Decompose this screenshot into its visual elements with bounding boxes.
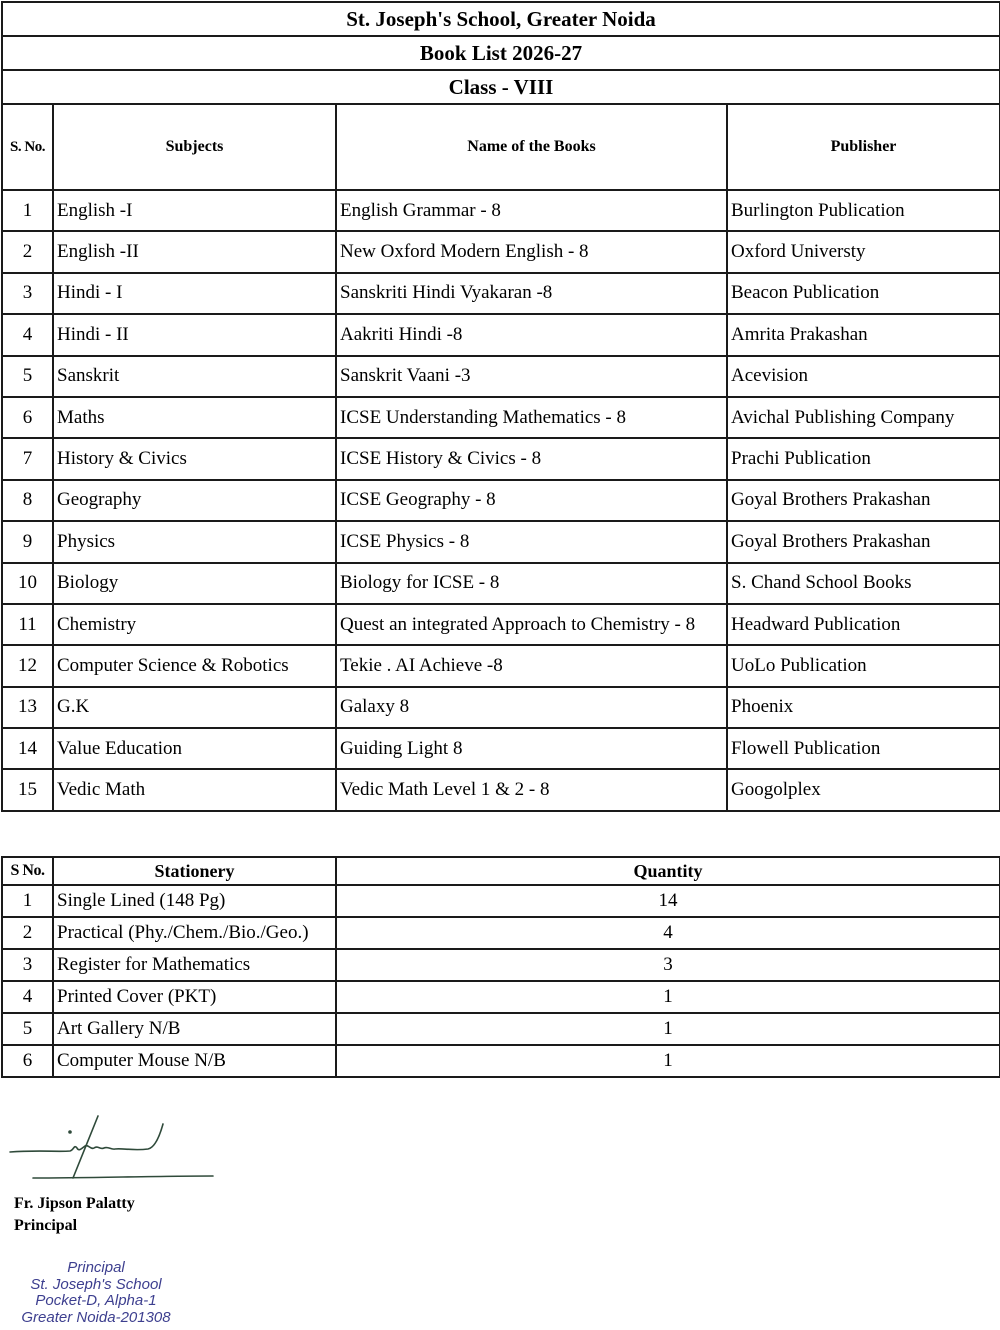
book-row [2,356,1000,397]
book-name: Tekie . AI Achieve -8 [336,645,727,686]
stationery-quantity: 1 [336,981,1000,1013]
book-name: Sanskrit Vaani -3 [336,356,727,397]
book-publisher: Oxford Universty [727,231,1000,272]
book-subject: English -II [53,231,336,272]
book-name: Guiding Light 8 [336,728,727,769]
stationery-item: Computer Mouse N/B [53,1045,336,1077]
book-publisher: Goyal Brothers Prakashan [727,480,1000,521]
book-subject: History & Civics [53,438,336,479]
book-table-header [2,104,1000,190]
stationery-row [2,981,1000,1013]
book-sno: 14 [2,728,53,769]
book-subject: Biology [53,563,336,604]
stationery-table-header [2,857,1000,885]
book-publisher: Beacon Publication [727,273,1000,314]
book-sno: 2 [2,231,53,272]
stamp-line: Pocket-D, Alpha-1 [35,1292,157,1309]
school-stamp [3,1260,189,1326]
book-subject: Hindi - II [53,314,336,355]
stationery-quantity: 4 [336,917,1000,949]
book-name: Galaxy 8 [336,687,727,728]
book-list-table [1,1,1000,812]
book-row [2,769,1000,810]
book-sno: 8 [2,480,53,521]
book-name: ICSE Geography - 8 [336,480,727,521]
book-row [2,397,1000,438]
stationery-table [1,856,1000,1078]
book-sno: 11 [2,604,53,645]
book-subject: G.K [53,687,336,728]
col-header-subjects: Subjects [53,104,336,190]
book-subject: Value Education [53,728,336,769]
book-subject: Computer Science & Robotics [53,645,336,686]
stationery-row [2,917,1000,949]
book-publisher: S. Chand School Books [727,563,1000,604]
book-sno: 10 [2,563,53,604]
book-name: ICSE History & Civics - 8 [336,438,727,479]
book-sno: 15 [2,769,53,810]
stamp-line: Greater Noida-201308 [21,1308,171,1326]
stationery-sno: 1 [2,885,53,917]
book-sno: 12 [2,645,53,686]
book-sno: 7 [2,438,53,479]
stationery-item: Printed Cover (PKT) [53,981,336,1013]
book-row [2,728,1000,769]
book-row [2,687,1000,728]
book-subject: Hindi - I [53,273,336,314]
book-name: Biology for ICSE - 8 [336,563,727,604]
stationery-item: Practical (Phy./Chem./Bio./Geo.) [53,917,336,949]
stationery-sno: 2 [2,917,53,949]
book-name: Sanskriti Hindi Vyakaran -8 [336,273,727,314]
col-header-stationery: Stationery [53,857,336,885]
book-publisher: Avichal Publishing Company [727,397,1000,438]
book-row [2,480,1000,521]
stamp-line: St. Joseph's School [30,1275,162,1293]
book-row [2,645,1000,686]
book-publisher: Flowell Publication [727,728,1000,769]
signatory-name: Fr. Jipson Palatty [14,1195,135,1212]
stationery-sno: 5 [2,1013,53,1045]
stamp-line: Principal [67,1259,125,1276]
stationery-row [2,1013,1000,1045]
class-row [2,70,1000,104]
signature-icon [8,1112,218,1182]
book-row [2,438,1000,479]
school-name: St. Joseph's School, Greater Noida [2,2,1000,36]
book-name: Aakriti Hindi -8 [336,314,727,355]
book-name: New Oxford Modern English - 8 [336,231,727,272]
book-publisher: Googolplex [727,769,1000,810]
book-name: Quest an integrated Approach to Chemistry - 8 [336,604,727,645]
book-publisher: Amrita Prakashan [727,314,1000,355]
book-subject: Sanskrit [53,356,336,397]
stationery-sno: 4 [2,981,53,1013]
book-subject: Physics [53,521,336,562]
book-row [2,273,1000,314]
book-row [2,190,1000,231]
signatory-designation: Principal [14,1217,78,1234]
book-sno: 6 [2,397,53,438]
stationery-rows [2,885,1000,1077]
book-sno: 1 [2,190,53,231]
book-row [2,563,1000,604]
signatory-block [14,1193,135,1237]
col-header-publisher: Publisher [727,104,1000,190]
book-sno: 5 [2,356,53,397]
stationery-row [2,885,1000,917]
school-name-row [2,2,1000,36]
stationery-sno: 6 [2,1045,53,1077]
book-list-title: Book List 2026-27 [2,36,1000,70]
book-subject: Vedic Math [53,769,336,810]
book-row [2,231,1000,272]
book-name: ICSE Physics - 8 [336,521,727,562]
book-subject: English -I [53,190,336,231]
book-publisher: Acevision [727,356,1000,397]
book-row [2,314,1000,355]
stationery-quantity: 14 [336,885,1000,917]
class-label: Class - VIII [2,70,1000,104]
book-publisher: Prachi Publication [727,438,1000,479]
book-publisher: Headward Publication [727,604,1000,645]
book-name: Vedic Math Level 1 & 2 - 8 [336,769,727,810]
col-header-sno: S. No. [2,104,53,190]
stationery-item: Art Gallery N/B [53,1013,336,1045]
stationery-item: Single Lined (148 Pg) [53,885,336,917]
stationery-sno: 3 [2,949,53,981]
book-name: ICSE Understanding Mathematics - 8 [336,397,727,438]
col-header-sno: S No. [2,857,53,885]
col-header-book-name: Name of the Books [336,104,727,190]
book-subject: Geography [53,480,336,521]
book-row [2,604,1000,645]
book-publisher: Phoenix [727,687,1000,728]
book-subject: Chemistry [53,604,336,645]
stationery-quantity: 1 [336,1045,1000,1077]
stationery-row [2,949,1000,981]
stationery-quantity: 1 [336,1013,1000,1045]
stationery-quantity: 3 [336,949,1000,981]
book-sno: 4 [2,314,53,355]
list-title-row [2,36,1000,70]
book-publisher: Burlington Publication [727,190,1000,231]
col-header-quantity: Quantity [336,857,1000,885]
book-name: English Grammar - 8 [336,190,727,231]
book-sno: 13 [2,687,53,728]
book-row [2,521,1000,562]
book-rows [2,190,1000,811]
book-publisher: Goyal Brothers Prakashan [727,521,1000,562]
book-publisher: UoLo Publication [727,645,1000,686]
stationery-item: Register for Mathematics [53,949,336,981]
book-subject: Maths [53,397,336,438]
book-sno: 3 [2,273,53,314]
book-sno: 9 [2,521,53,562]
stationery-row [2,1045,1000,1077]
